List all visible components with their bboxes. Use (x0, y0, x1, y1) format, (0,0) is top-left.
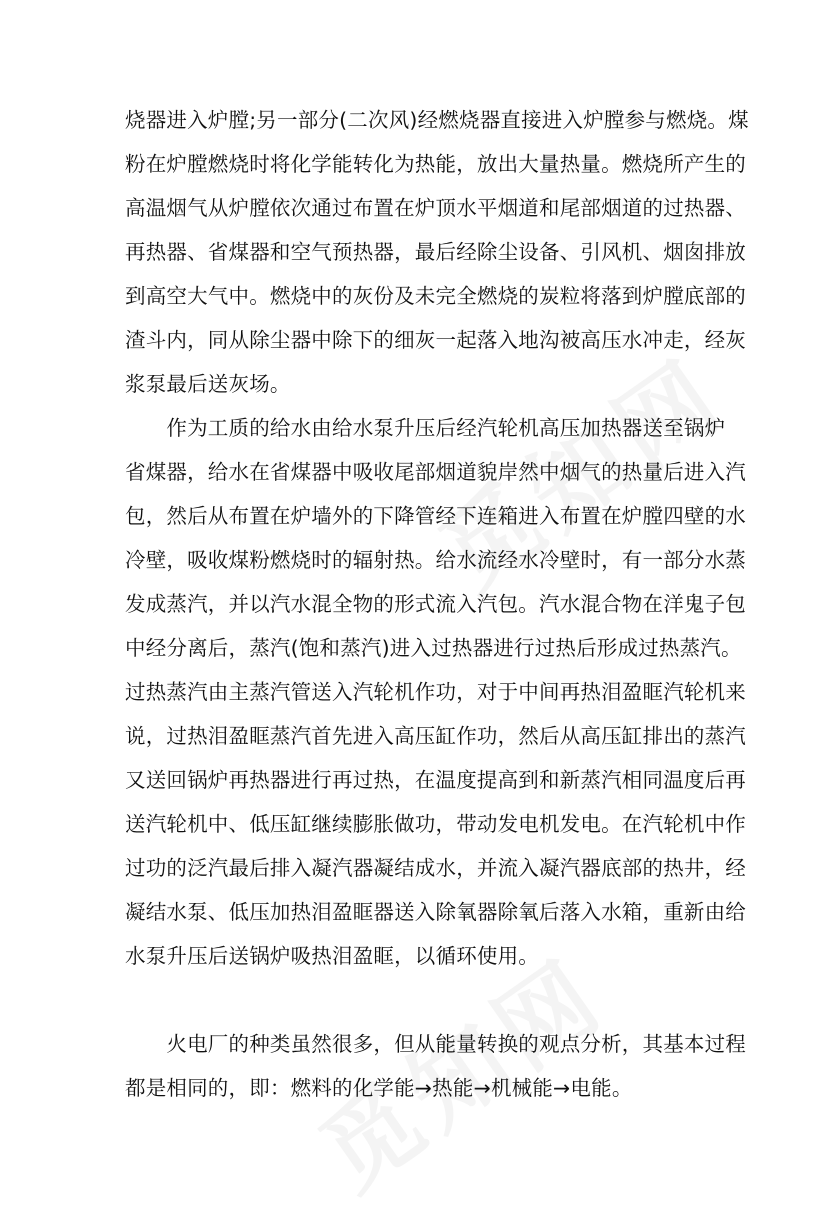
text-line: 中经分离后，蒸汽(饱和蒸汽)进入过热器进行过热后形成过热蒸汽。 (125, 636, 742, 660)
text-line: 再热器、省煤器和空气预热器，最后经除尘设备、引风机、烟囱排放 (125, 240, 746, 264)
text-line: 送汽轮机中、低压缸继续膨胀做功，带动发电机发电。在汽轮机中作 (125, 812, 746, 836)
text-line: 都是相同的，即：燃料的化学能→热能→机械能→电能。 (125, 1076, 633, 1100)
text-line: 发成蒸汽，并以汽水混全物的形式流入汽包。汽水混合物在洋鬼子包 (125, 592, 746, 616)
text-line: 凝结水泵、低压加热泪盈眶器送入除氧器除氧后落入水箱，重新由给 (125, 900, 746, 924)
text-line: 包，然后从布置在炉墙外的下降管经下连箱进入布置在炉膛四壁的水 (125, 504, 746, 528)
text-line: 浆泵最后送灰场。 (125, 372, 291, 396)
paragraph-2 (125, 406, 746, 1022)
text-line: 冷壁，吸收煤粉燃烧时的辐射热。给水流经水冷壁时，有一部分水蒸 (125, 548, 746, 572)
text-line: 过功的泛汽最后排入凝汽器凝结成水，并流入凝汽器底部的热井，经 (125, 856, 746, 880)
text-line: 水泵升压后送锅炉吸热泪盈眶，以循环使用。 (125, 944, 539, 968)
document-body (125, 98, 749, 1110)
text-line: 渣斗内，同从除尘器中除下的细灰一起落入地沟被高压水冲走，经灰 (125, 328, 746, 352)
text-line: 又送回锅炉再热器进行再过热，在温度提高到和新蒸汽相同温度后再 (125, 768, 746, 792)
text-line: 粉在炉膛燃烧时将化学能转化为热能，放出大量热量。燃烧所产生的 (125, 152, 746, 176)
text-line: 省煤器，给水在省煤器中吸收尾部烟道貌岸然中烟气的热量后进入汽 (125, 460, 746, 484)
text-line: 到高空大气中。燃烧中的灰份及未完全燃烧的炭粒将落到炉膛底部的 (125, 284, 746, 308)
paragraph-3 (125, 1022, 746, 1110)
text-line: 火电厂的种类虽然很多，但从能量转换的观点分析，其基本过程 (125, 1032, 746, 1056)
text-line: 说，过热泪盈眶蒸汽首先进入高压缸作功，然后从高压缸排出的蒸汽 (125, 724, 746, 748)
paragraph-1 (125, 98, 749, 406)
text-line: 作为工质的给水由给水泵升压后经汽轮机高压加热器送至锅炉 (125, 416, 726, 440)
text-line: 高温烟气从炉膛依次通过布置在炉顶水平烟道和尾部烟道的过热器、 (125, 196, 746, 220)
text-line: 烧器进入炉膛;另一部分(二次风)经燃烧器直接进入炉膛参与燃烧。煤 (125, 108, 749, 132)
text-line: 过热蒸汽由主蒸汽管送入汽轮机作功，对于中间再热泪盈眶汽轮机来 (125, 680, 746, 704)
text-line (125, 978, 710, 1022)
